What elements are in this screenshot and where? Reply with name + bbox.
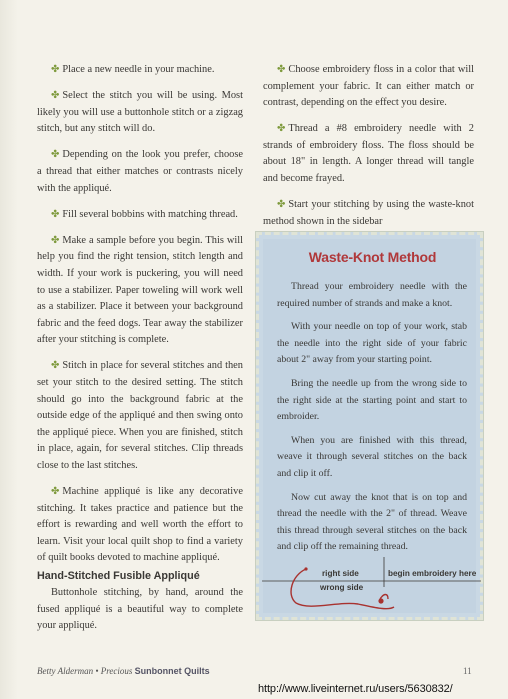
bullet-item: ✤ Depending on the look you prefer, choose a thread that either matches or contrasts nicely with the appliqué. [37, 149, 243, 194]
diagram-illustration [262, 557, 481, 617]
sidebar-paragraph: When you are finished with this thread, weave it through several stitches on the back and clip it off. [277, 434, 467, 479]
footer-credit [37, 666, 210, 676]
begin-label: begin embroidery here [388, 569, 477, 578]
clover-bullet-icon: ✤ [51, 234, 60, 246]
bullet-item: ✤ Fill several bobbins with matching thread. [51, 208, 238, 220]
wrong-side-label: wrong side [320, 583, 364, 592]
clover-bullet-icon: ✤ [51, 149, 60, 161]
bullet-item: ✤ Machine appliqué is like any decorative stitching. It takes practice and patience but the effort is rewarding and well worth the effort to learn. Visit your local quilt shop to find a variety of quilt books devoted to machine appliqué. [37, 486, 243, 564]
sidebar-paragraph: Thread your embroidery needle with the required number of strands and make a knot. [277, 281, 467, 309]
bullet-item: ✤ Thread a #8 embroidery needle with 2 strands of embroidery floss. The floss should be about 18" in length. A longer thread will tangle and become frayed. [263, 123, 474, 185]
bullet-item: ✤ Select the stitch you will be using. Most likely you will use a buttonhole stitch or a zigzag stitch, but any stitch will do. [37, 90, 243, 135]
clover-bullet-icon: ✤ [51, 208, 60, 220]
section-body: Buttonhole stitching, by hand, around the fused appliqué is a beautiful way to complete your appliqué. [37, 587, 243, 632]
thread-start-dot [304, 567, 307, 570]
waste-knot-diagram [262, 557, 481, 617]
clover-bullet-icon: ✤ [51, 90, 60, 102]
sidebar-paragraph: Now cut away the knot that is on top and thread the needle with the 2" of thread. Weave this thread through several stitches on the back and clip off the remaining thread. [277, 491, 467, 553]
footer-brand: Sunbonnet Quilts [134, 666, 210, 676]
page-number: 11 [463, 666, 472, 676]
clover-bullet-icon: ✤ [277, 64, 286, 75]
thread-curl [380, 595, 388, 600]
bullet-item: ✤ Choose embroidery floss in a color that will complement your fabric. It can either match or contrast, depending on the effect you desire. [263, 64, 474, 109]
clover-bullet-icon: ✤ [51, 360, 60, 372]
sidebar-paragraph: Bring the needle up from the wrong side to the right side at the starting point and start to embroider. [277, 377, 467, 423]
bullet-item: ✤ Stitch in place for several stitches and then set your stitch to the desired setting. The stitch should go into the background fabric at the outside edge of the appliqué and then swing onto the appliqué piece. When you are finished, stitch in place, again, for several stitches. Clip threads close to the last stitches. [37, 360, 243, 471]
bullet-item: ✤ Place a new needle in your machine. [51, 64, 215, 75]
section-heading: Hand-Stitched Fusible Appliqué [37, 570, 200, 582]
sidebar-box [256, 232, 483, 620]
footer-precious: Precious [100, 666, 133, 676]
sidebar-title: Waste-Knot Method [308, 249, 437, 265]
footer-author: Betty Alderman [37, 666, 94, 676]
bullet-item: ✤ Start your stitching by using the waste-knot method shown in the sidebar [263, 199, 474, 227]
right-side-label: right side [322, 569, 359, 578]
clover-bullet-icon: ✤ [277, 199, 286, 211]
clover-bullet-icon: ✤ [277, 123, 286, 135]
left-column [37, 62, 243, 577]
right-column [263, 62, 474, 240]
clover-bullet-icon: ✤ [51, 64, 60, 75]
sidebar-paragraph: With your needle on top of your work, stab the needle into the right side of your fabric about 2" away from your starting point. [277, 321, 467, 366]
knot-dot [378, 598, 383, 603]
watermark-url: http://www.liveinternet.ru/users/5630832/ [258, 683, 453, 695]
sidebar-panel [263, 239, 476, 613]
bullet-item: ✤ Make a sample before you begin. This will help you find the right tension, stitch length and width. If your work is puckering, you will need to use a stabilizer. Paper toweling will work well as a stabilizer. Place it between your background fabric and the feed dogs. Tear away the stabilizer after your stitching is complete. [37, 234, 243, 346]
footer-separator: • [95, 666, 99, 676]
clover-bullet-icon: ✤ [51, 486, 60, 498]
sidebar-body [277, 279, 467, 563]
